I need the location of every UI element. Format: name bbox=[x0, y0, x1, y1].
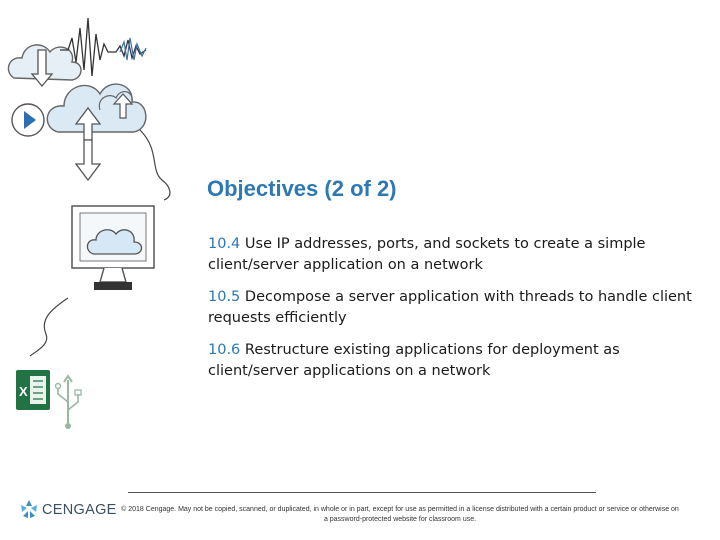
cengage-logo-icon bbox=[16, 497, 42, 523]
objective-item bbox=[208, 287, 708, 329]
cloud-icon bbox=[47, 84, 146, 132]
usb-icon bbox=[56, 376, 82, 429]
objective-number: 10.5 bbox=[208, 289, 241, 305]
footer-divider bbox=[128, 492, 596, 493]
monitor-icon bbox=[72, 206, 154, 290]
brand-name: CENGAGE bbox=[42, 502, 117, 518]
connector-line bbox=[140, 130, 170, 200]
slide-title: Objectives (2 of 2) bbox=[207, 176, 397, 201]
copyright-notice: © 2018 Cengage. May not be copied, scanned, or duplicated, in whole or in part, except for use as permitted in a license distributed with a certain product or service or otherwise on a password-protected website for classroom use. bbox=[121, 506, 679, 523]
objective-number: 10.4 bbox=[208, 236, 241, 252]
objective-text: Use IP addresses, ports, and sockets to create a simple client/server application on a network bbox=[208, 236, 646, 273]
excel-icon bbox=[16, 370, 50, 410]
play-icon bbox=[12, 104, 44, 136]
objective-item bbox=[208, 340, 708, 382]
objective-text: Decompose a server application with threads to handle client requests efficiently bbox=[208, 289, 692, 326]
connector-line bbox=[30, 298, 68, 356]
svg-text:X: X bbox=[19, 384, 28, 399]
upload-arrow-icon bbox=[76, 108, 100, 180]
objective-number: 10.6 bbox=[208, 342, 241, 358]
objective-item bbox=[208, 234, 708, 276]
objective-text: Restructure existing applications for deployment as client/server applications on a network bbox=[208, 342, 620, 379]
